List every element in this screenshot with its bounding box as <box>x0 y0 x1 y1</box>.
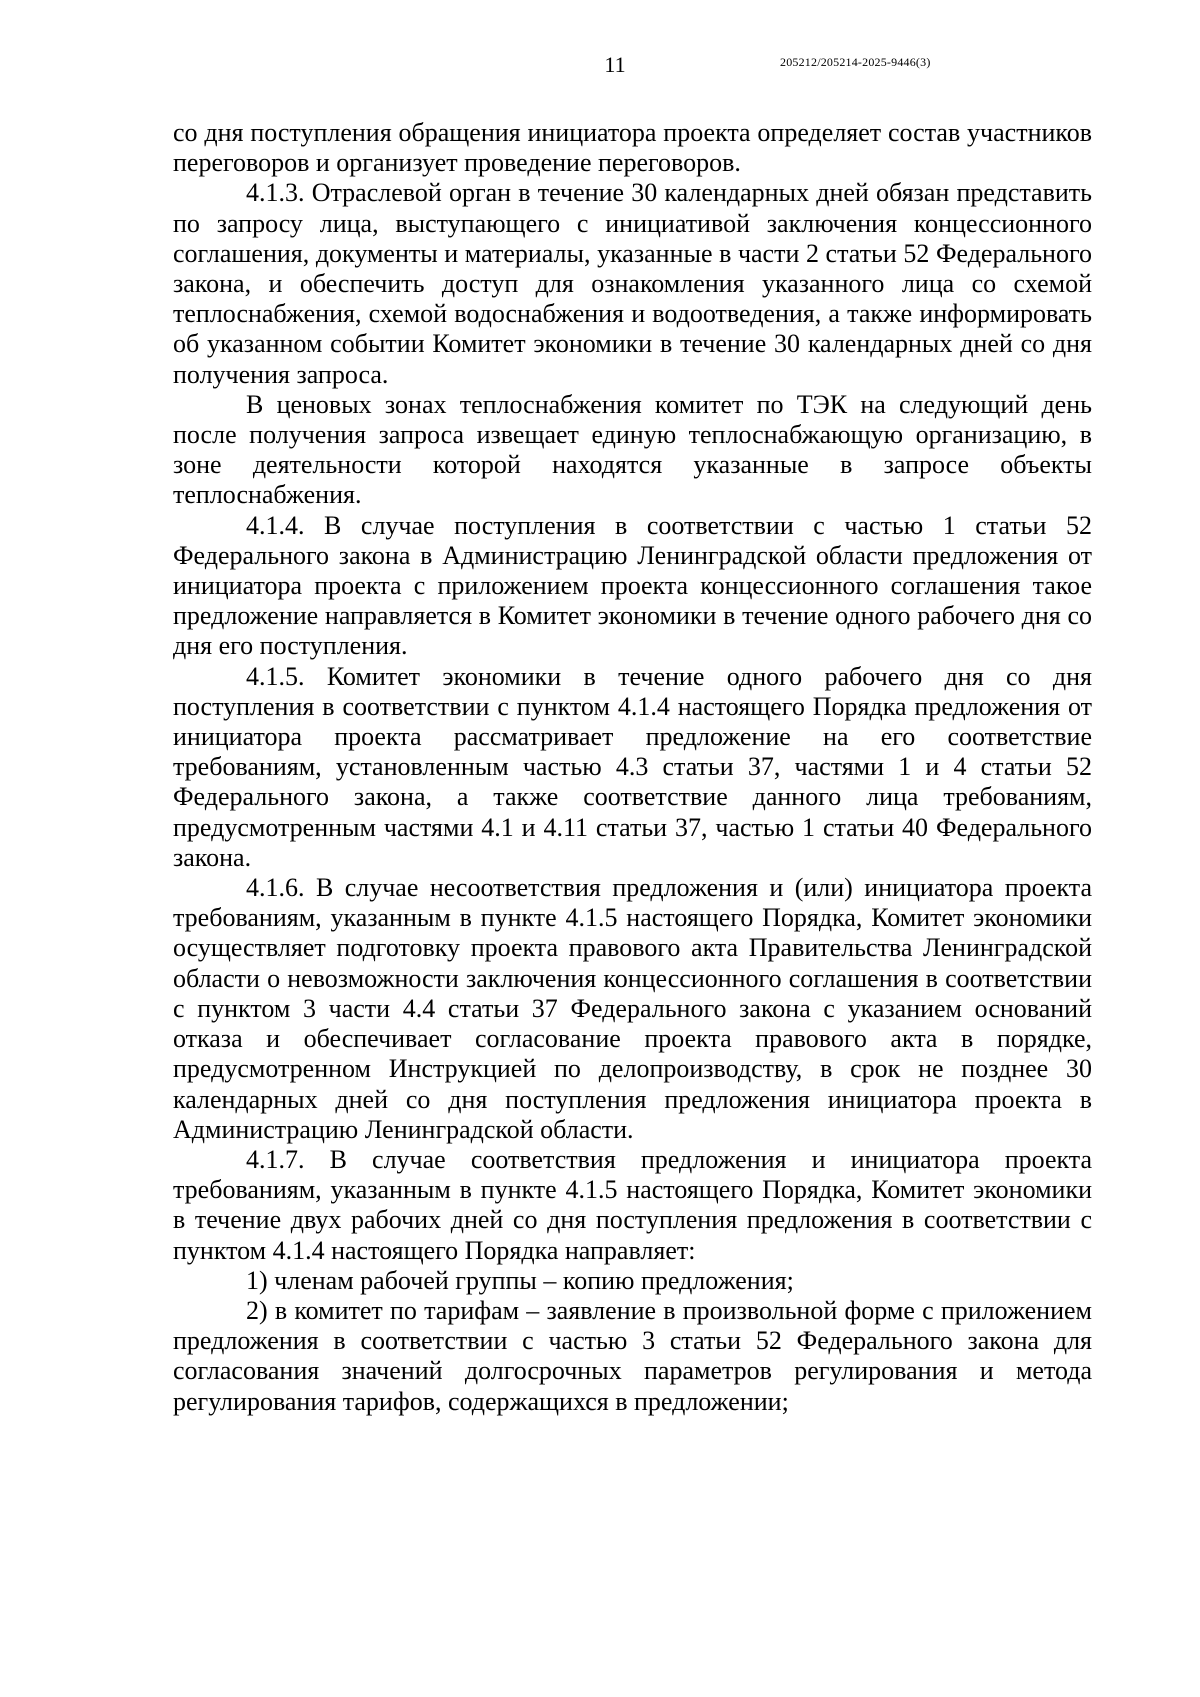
document-body <box>173 118 1092 1417</box>
paragraph-price-zones: В ценовых зонах теплоснабжения комитет по ТЭК на следующий день после получения запроса извещает единую теплоснабжающую организацию, в зоне деятельности которой находятся указанные в запросе объекты теплоснабжения. <box>173 389 1092 510</box>
paragraph-4-1-4: 4.1.4. В случае поступления в соответствии с частью 1 статьи 52 Федерального закона в Администрацию Ленинградской области предложения от инициатора проекта с приложением проекта концессионного соглашения такое предложение направляется в Комитет экономики в течение одного рабочего дня со дня его поступления. <box>173 510 1092 661</box>
list-item-1: 1) членам рабочей группы – копию предложения; <box>246 1265 794 1295</box>
document-id: 205212/205214-2025-9446(3) <box>780 55 931 69</box>
paragraph-4-1-7: 4.1.7. В случае соответствия предложения и инициатора проекта требованиям, указанным в пункте 4.1.5 настоящего Порядка, Комитет экономики в течение двух рабочих дней со дня поступления предложения в соответствии с пунктом 4.1.4 настоящего Порядка направляет: <box>173 1144 1092 1265</box>
paragraph-continuation: со дня поступления обращения инициатора проекта определяет состав участников переговоров и организует проведение переговоров. <box>173 118 1092 178</box>
list-item-2: 2) в комитет по тарифам – заявление в произвольной форме с приложением предложения в соответствии с частью 3 статьи 52 Федерального закона для согласования значений долгосрочных параметров регулирования и метода регулирования тарифов, содержащихся в предложении; <box>173 1295 1092 1416</box>
page-number: 11 <box>604 52 626 77</box>
paragraph-4-1-3: 4.1.3. Отраслевой орган в течение 30 календарных дней обязан представить по запросу лица, выступающего с инициативой заключения концессионного соглашения, документы и материалы, указанные в части 2 статьи 52 Федерального закона, и обеспечить доступ для ознакомления указанного лица со схемой теплоснабжения, схемой водоснабжения и водоотведения, а также информировать об указанном событии Комитет экономики в течение 30 календарных дней со дня получения запроса. <box>173 178 1092 389</box>
paragraph-4-1-5: 4.1.5. Комитет экономики в течение одного рабочего дня со дня поступления в соответствии с пунктом 4.1.4 настоящего Порядка предложения от инициатора проекта рассматривает предложение на его соответствие требованиям, установленным частью 4.3 статьи 37, частями 1 и 4 статьи 52 Федерального закона, а также соответствие данного лица требованиям, предусмотренным частями 4.1 и 4.11 статьи 37, частью 1 статьи 40 Федерального закона. <box>173 661 1092 872</box>
paragraph-4-1-6: 4.1.6. В случае несоответствия предложения и (или) инициатора проекта требованиям, указанным в пункте 4.1.5 настоящего Порядка, Комитет экономики осуществляет подготовку проекта правового акта Правительства Ленинградской области о невозможности заключения концессионного соглашения в соответствии с пунктом 3 части 4.4 статьи 37 Федерального закона с указанием оснований отказа и обеспечивает согласование проекта правового акта в порядке, предусмотренном Инструкцией по делопроизводству, в срок не позднее 30 календарных дней со дня поступления предложения инициатора проекта в Администрацию Ленинградской области. <box>173 873 1092 1144</box>
